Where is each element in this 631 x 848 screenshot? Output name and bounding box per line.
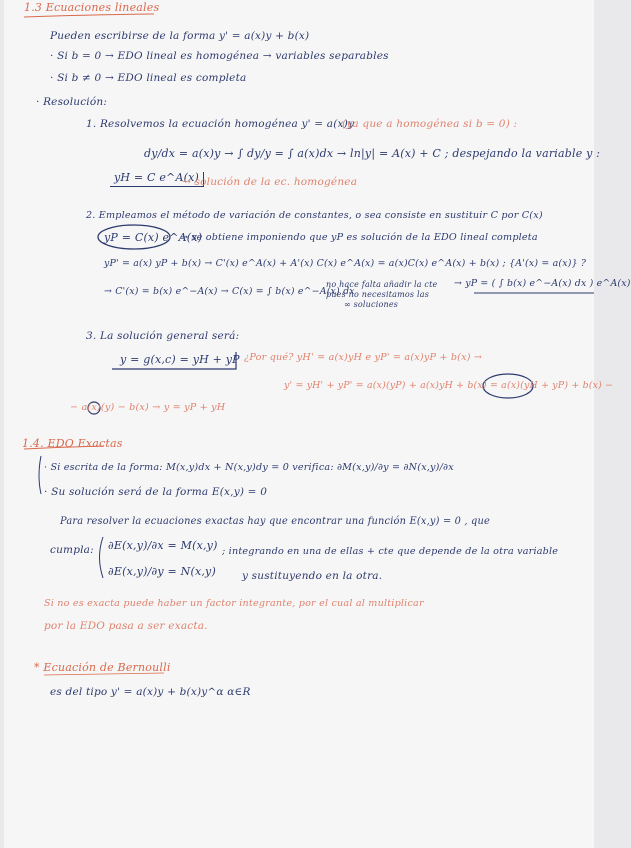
homogeneous-solution: yH = C e^A(x) xyxy=(110,172,204,187)
integrating-factor-note-1: Si no es exacta puede haber un factor integrante, por el cual al multiplicar xyxy=(44,598,424,609)
substitute-text: y sustituyendo en la otra. xyxy=(242,570,383,582)
cumpla-label: cumpla: xyxy=(50,544,94,556)
step1-text: 1. Resolvemos la ecuación homogénea y' = a(x)y xyxy=(86,118,355,130)
step1-equation: dy/dx = a(x)y → ∫ dy/y = ∫ a(x)dx → ln|y| = A(x) + C ; despejando la variable y : xyxy=(144,147,601,160)
integrating-factor-note-2: por la EDO pasa a ser exacta. xyxy=(44,620,208,632)
why-line-3: − a(x)(y) − b(x) → y = yP + yH xyxy=(70,402,226,413)
why-line-1: ¿Por qué? yH' = a(x)yH e yP' = a(x)yP + b(x) → xyxy=(244,352,483,363)
homogeneous-solution-note: → solución de la ec. homogénea xyxy=(182,176,358,188)
step2-constant: → C'(x) = b(x) e^−A(x) → C(x) = ∫ b(x) e^−A(x) dx xyxy=(104,286,355,297)
particular-solution-def: yP = C(x) e^A(x) xyxy=(104,231,203,244)
def-brace xyxy=(39,456,41,494)
section-title-1-3: 1.3 Ecuaciones lineales xyxy=(24,1,160,14)
condition-dx: ∂E(x,y)/∂x = M(x,y) xyxy=(108,539,218,552)
exact-method-text: Para resolver la ecuaciones exactas hay que encontrar una función E(x,y) = 0 , que xyxy=(60,516,491,527)
integrate-text: ; integrando en una de ellas + cte que depende de la otra variable xyxy=(222,546,559,557)
resolution-heading: · Resolución: xyxy=(36,96,108,108)
title-underline xyxy=(24,14,154,17)
notebook-page xyxy=(4,0,631,848)
cond-brace xyxy=(100,537,104,578)
exact-definition-2: · Su solución será de la forma E(x,y) = 0 xyxy=(44,486,268,498)
general-solution: y = g(x,c) = yH + yP xyxy=(120,353,240,366)
step2-note-2: pues no necesitamos las xyxy=(326,290,430,299)
step2-equation: yP' = a(x) yP + b(x) → C'(x) e^A(x) + A'(x) C(x) e^A(x) = a(x)C(x) e^A(x) + b(x) ; {A'(x) = a(x)} ? xyxy=(104,258,587,269)
section-title-1-4: 1.4. EDO Exactas xyxy=(22,437,123,450)
why-line-2: y' = yH' + yP' = a(x)(yP) + a(x)yH + b(x) = a(x)(yH + yP) + b(x) − xyxy=(284,380,614,391)
step2-explanation: → se obtiene imponiendo que yP es solución de la EDO lineal completa xyxy=(180,232,538,243)
intro-line-1: Pueden escribirse de la forma y' = a(x)y + b(x) xyxy=(50,30,310,42)
condition-dy: ∂E(x,y)/∂y = N(x,y) xyxy=(108,565,216,578)
intro-line-2: · Si b = 0 → EDO lineal es homogénea → variables separables xyxy=(50,50,389,62)
particular-solution-result: → yP = ( ∫ b(x) e^−A(x) dx ) e^A(x) xyxy=(454,278,631,289)
exact-definition-1: · Si escrita de la forma: M(x,y)dx + N(x,y)dy = 0 verifica: ∂M(x,y)/∂y = ∂N(x,y)/∂x xyxy=(44,462,454,473)
bernoulli-title: * Ecuación de Bernoulli xyxy=(34,661,171,674)
step2-note-1: no hace falta añadir la cte xyxy=(326,280,438,289)
step2-text: 2. Empleamos el método de variación de constantes, o sea consiste en sustituir C por C(x) xyxy=(86,210,543,221)
step2-note-3: ∞ soluciones xyxy=(344,300,399,309)
step3-text: 3. La solución general será: xyxy=(86,330,240,342)
step1-note: (ya que a homogénea si b = 0) : xyxy=(342,118,518,130)
intro-line-3: · Si b ≠ 0 → EDO lineal es completa xyxy=(50,72,247,84)
bernoulli-equation: es del tipo y' = a(x)y + b(x)y^α α∈R xyxy=(50,686,251,698)
